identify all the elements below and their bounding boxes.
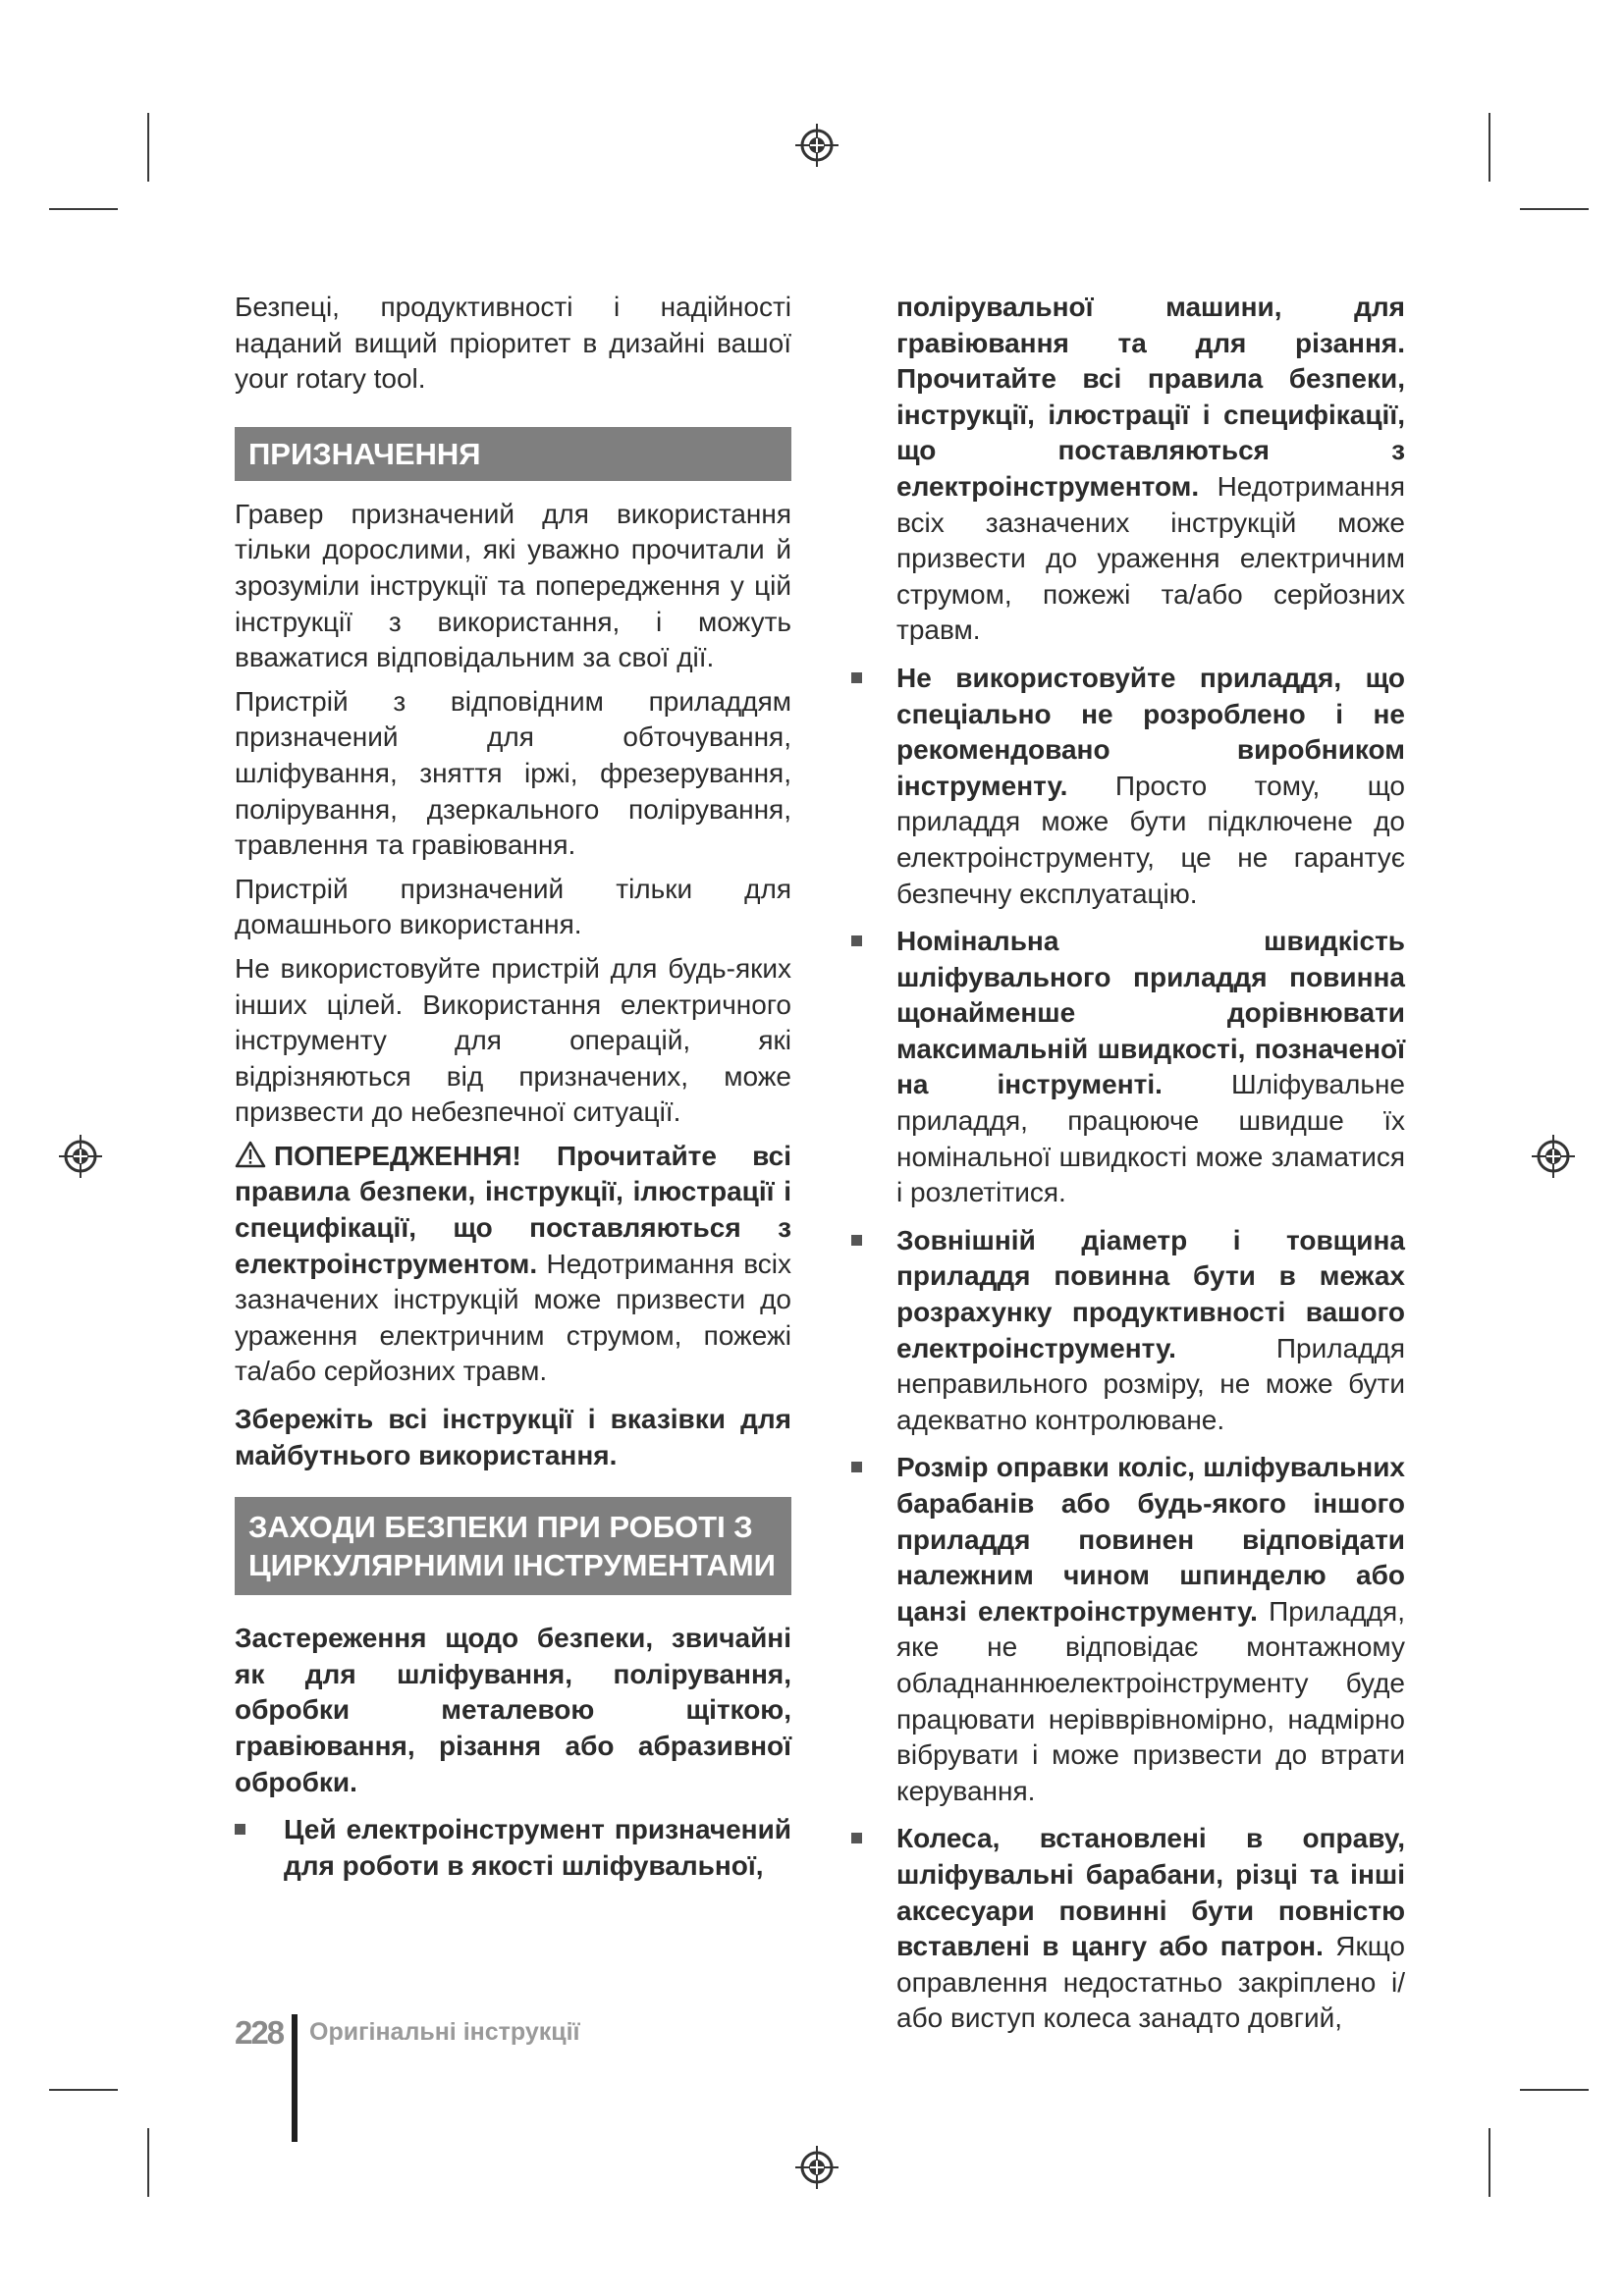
crop-mark	[49, 2089, 118, 2091]
list-item: Цей електроінструмент призначений для роботи в якості шліфувальної,	[235, 1812, 791, 1884]
continued-paragraph: полірувальної машини, для гравіювання та для різання. Прочитайте всі правила безпеки, інструкції, ілюстрації і специфікації, що поставляються з електроінструментом. Недотримання всіх зазначених інструкцій може призвести до ураження електричним струмом, пожежі та/або серйозних травм.	[896, 292, 1405, 646]
list-item: Не використовуйте приладдя, що спеціально не розроблено і не рекомендовано виробником інструменту. Просто тому, що приладдя може бути підключене до електроінструменту, це не гарантує безпечну експлуатацію.	[896, 661, 1405, 912]
left-column	[235, 290, 791, 1884]
save-instructions-notice: Збережіть всі інструкції і вказівки для майбутнього використання.	[235, 1404, 791, 1470]
page-number: 228	[235, 2014, 284, 2051]
footer-divider	[292, 2014, 298, 2142]
section-heading-purpose: ПРИЗНАЧЕННЯ	[235, 427, 791, 481]
registration-mark-icon	[793, 2144, 840, 2191]
crop-mark	[1520, 208, 1589, 210]
warning-text: Недотримання всіх зазначених інструкцій може призвести до ураження електричним струмом, пожежі та/або серйозних травм.	[235, 1248, 791, 1387]
bullet-square-icon	[851, 935, 862, 946]
list-item: Зовнішній діаметр і товщина приладдя повинна бути в межах розрахунку продуктивності вашого електроінструменту. Приладдя неправильного розміру, не може бути адекватно контролюване.	[896, 1223, 1405, 1439]
warning-triangle-icon	[235, 1141, 266, 1168]
section-heading-safety: ЗАХОДИ БЕЗПЕКИ ПРИ РОБОТІ З ЦИРКУЛЯРНИМИ ІНСТРУМЕНТАМИ	[235, 1497, 791, 1595]
purpose-paragraph-1: Гравер призначений для використання тільки дорослими, які уважно прочитали й зрозуміли інструкції та попередження у цій інструкції з використання, і можуть вважатися відповідальним за свої дії.	[235, 498, 791, 673]
intro-paragraph: Безпеці, продуктивності і надійності наданий вищий пріоритет в дизайні вашої your rotary tool.	[235, 292, 791, 395]
crop-mark	[1489, 113, 1490, 182]
registration-mark-icon	[57, 1133, 104, 1180]
bullet-square-icon	[851, 1462, 862, 1472]
purpose-paragraph-3: Пристрій призначений тільки для домашнього використання.	[235, 873, 791, 940]
list-item: Розмір оправки коліс, шліфувальних барабанів або будь-якого іншого приладдя повинен відповідати належним чином шпинделю або цанзі електроінструменту. Приладдя, яке не відповідає монтажному обладнаннюелектроінструменту буде працювати нерівврівномірно, надмірно вібрувати і може призвести до втрати керування.	[896, 1450, 1405, 1809]
right-column	[896, 290, 1405, 2037]
safety-intro: Застереження щодо безпеки, звичайні як для шліфування, полірування, обробки металевою щіткою, гравіювання, різання або абразивної обробки.	[235, 1623, 791, 1797]
crop-mark	[1489, 2128, 1490, 2197]
registration-mark-icon	[1530, 1133, 1577, 1180]
bullet-square-icon	[851, 1235, 862, 1246]
warning-paragraph	[235, 1139, 791, 1390]
crop-mark	[147, 2128, 149, 2197]
list-item: Колеса, встановлені в оправу, шліфувальні барабани, різці та інші аксесуари повинні бути повністю вставлені в цангу або патрон. Якщо оправлення недостатньо закріплено і/або виступ колеса занадто довгий,	[896, 1821, 1405, 2037]
warning-bold-text: ПОПЕРЕДЖЕННЯ! Прочитайте всі правила безпеки, інструкції, ілюстрації і специфікації, що поставляються з електроінструментом.	[235, 1140, 791, 1279]
bullet-square-icon	[851, 1833, 862, 1843]
crop-mark	[1520, 2089, 1589, 2091]
crop-mark	[49, 208, 118, 210]
bullet-square-icon	[851, 672, 862, 683]
crop-mark	[147, 113, 149, 182]
registration-mark-icon	[793, 122, 840, 169]
bullet-square-icon	[235, 1824, 245, 1835]
purpose-paragraph-2: Пристрій з відповідним приладдям призначений для обточування, шліфування, зняття іржі, фрезерування, полірування, дзеркального полірування, травлення та гравіювання.	[235, 685, 791, 861]
list-item: Номінальна швидкість шліфувального приладдя повинна щонайменше дорівнювати максимальній швидкості, позначеної на інструменті. Шліфувальне приладдя, працююче швидше їх номінальної швидкості може зламатися і розлетітися.	[896, 924, 1405, 1211]
purpose-paragraph-4: Не використовуйте пристрій для будь-яких інших цілей. Використання електричного інструменту для операцій, які відрізняються від призначених, може призвести до небезпечної ситуації.	[235, 952, 791, 1128]
footer-label: Оригінальні інструкції	[309, 2018, 580, 2046]
